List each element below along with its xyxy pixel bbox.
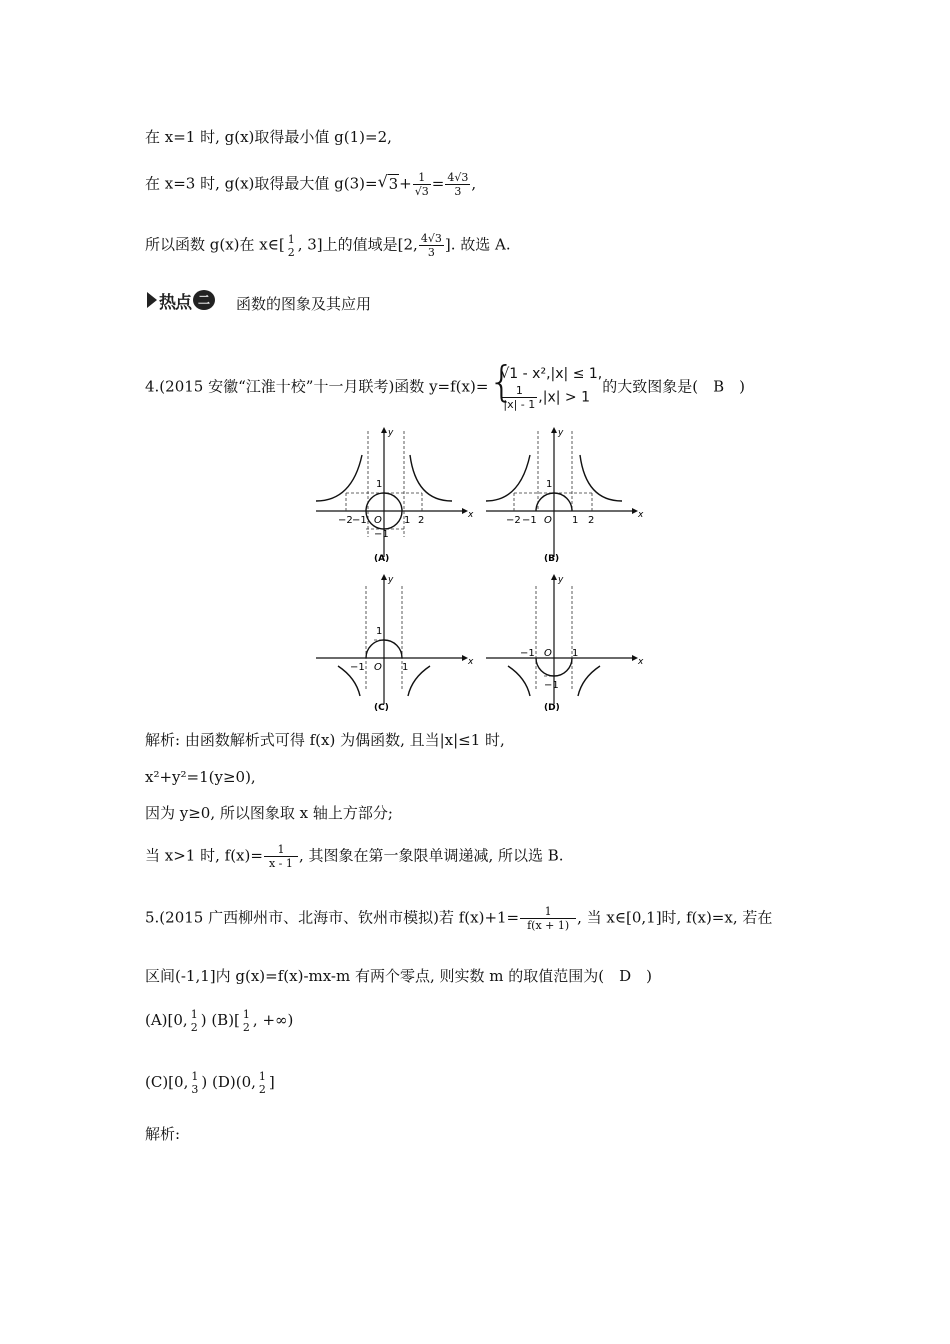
tick-label: −2 <box>506 515 521 526</box>
origin-label: O <box>544 515 552 526</box>
question-text: 4.(2015 安徽“江淮十校”十一月联考)函数 y=f(x)= <box>145 377 489 396</box>
solution-line <box>145 730 505 750</box>
origin-label: O <box>374 662 382 673</box>
fraction: $\frac{4√3}{3}$ <box>447 171 469 198</box>
solution-text: x²+y²=1(y≥0), <box>145 768 256 786</box>
y-axis-label: y <box>558 428 564 438</box>
fraction: $\frac{1}{√3}$ <box>414 171 429 198</box>
badge-label: 热点 <box>159 292 191 313</box>
tick-label: 1 <box>376 626 383 637</box>
line-text: 在 x=3 时, g(x)取得最大值 g(3)= <box>145 174 378 193</box>
option-a: (A)[0, 1 2 ) <box>145 1008 207 1034</box>
graph-a <box>312 425 472 565</box>
options-row-1 <box>145 1008 293 1034</box>
question-text: 的大致图象是( B ) <box>602 377 745 396</box>
graph-c <box>312 572 472 714</box>
text-line <box>145 171 476 198</box>
graph-b <box>482 425 642 565</box>
solution-line <box>145 803 393 823</box>
x-axis-label: x <box>638 657 644 667</box>
solution-text: , 其图象在第一象限单调递减, 所以选 B. <box>298 846 564 865</box>
tick-label: 2 <box>418 515 425 526</box>
solution-text: 解析: <box>145 1125 181 1143</box>
tick-label: 1 <box>404 515 411 526</box>
tick-label: 1 <box>572 515 579 526</box>
solution-line <box>145 843 564 870</box>
tick-label: −1 <box>352 515 367 526</box>
section-title: 函数的图象及其应用 <box>236 295 372 313</box>
operator: = <box>431 174 445 193</box>
line-text: ]. 故选 A. <box>444 235 511 254</box>
tick-label: −1 <box>350 662 365 673</box>
solution-text: 当 x>1 时, f(x)= <box>145 846 263 865</box>
option-d: (D)(0, 1 2 ] <box>207 1070 275 1096</box>
question-text: 5.(2015 广西柳州市、北海市、钦州市模拟)若 f(x)+1= <box>145 908 520 927</box>
tick-label: 1 <box>546 479 553 490</box>
x-axis-label: x <box>468 657 474 667</box>
y-axis-label: y <box>388 428 394 438</box>
option-b: (B)[ 1 2 , +∞) <box>206 1008 294 1034</box>
fraction: $\frac{4√3}{3}$ <box>420 232 442 259</box>
graph-caption: (A) <box>374 554 390 564</box>
fraction: $\frac{1}{f(x + 1)}$ <box>520 905 576 932</box>
y-axis-label: y <box>388 575 394 585</box>
text-line <box>145 232 511 259</box>
solution-line <box>145 767 256 787</box>
fraction: $\frac{1}{x - 1}$ <box>264 843 298 870</box>
tick-label: −1 <box>544 680 559 691</box>
x-axis-label: x <box>468 510 474 520</box>
text-line <box>145 127 392 147</box>
tick-label: −1 <box>374 529 389 540</box>
case-2: $\frac{1}{|x| - 1}$ ,|x| > 1 <box>503 384 590 411</box>
sqrt-expression: √ 3 <box>378 174 400 194</box>
question-5-line2 <box>145 966 652 986</box>
tick-label: 1 <box>402 662 409 673</box>
question-text: 区间(-1,1]内 g(x)=f(x)-mx-m 有两个零点, 则实数 m 的取值范围为( D ) <box>145 967 653 985</box>
origin-label: O <box>544 648 552 659</box>
graph-caption: (C) <box>374 703 389 713</box>
hot-point-badge <box>147 289 215 311</box>
operator: + <box>399 174 412 193</box>
line-text: 所以函数 g(x)在 x∈[ <box>145 235 285 254</box>
punctuation: , <box>471 174 477 193</box>
tick-label: 2 <box>588 515 595 526</box>
question-text: , 当 x∈[0,1]时, f(x)=x, 若在 <box>577 908 773 927</box>
graph-caption: (B) <box>544 554 560 564</box>
badge-number: 二 <box>193 290 215 310</box>
fraction: 1 2 <box>287 232 295 259</box>
option-c: (C)[0, 1 3 ) <box>145 1070 208 1096</box>
solution-text: 因为 y≥0, 所以图象取 x 轴上方部分; <box>145 804 393 822</box>
line-text: , 3]上的值域是[2, <box>297 235 418 254</box>
question-4 <box>145 357 745 411</box>
tick-label: 1 <box>572 648 579 659</box>
piecewise-function: { √1 - x²,|x| ≤ 1, $\frac{1}{|x| - 1}$ ,|x| > 1 <box>488 357 603 411</box>
graph-d <box>482 572 642 714</box>
tick-label: −2 <box>338 515 353 526</box>
tick-label: 1 <box>376 479 383 490</box>
fraction: $\frac{1}{|x| - 1}$ <box>503 384 536 411</box>
y-axis-label: y <box>558 575 564 585</box>
options-row-2 <box>145 1070 275 1096</box>
line-text: 在 x=1 时, g(x)取得最小值 g(1)=2, <box>145 128 392 146</box>
graph-caption: (D) <box>544 703 560 713</box>
tick-label: −1 <box>522 515 537 526</box>
solution-text: 解析: 由函数解析式可得 f(x) 为偶函数, 且当|x|≤1 时, <box>145 731 505 749</box>
solution-label <box>145 1124 180 1144</box>
origin-label: O <box>374 515 382 526</box>
case-1: √1 - x²,|x| ≤ 1, <box>500 366 603 382</box>
tick-label: −1 <box>520 648 535 659</box>
arrow-icon <box>147 292 157 308</box>
question-5 <box>145 905 772 932</box>
x-axis-label: x <box>638 510 644 520</box>
